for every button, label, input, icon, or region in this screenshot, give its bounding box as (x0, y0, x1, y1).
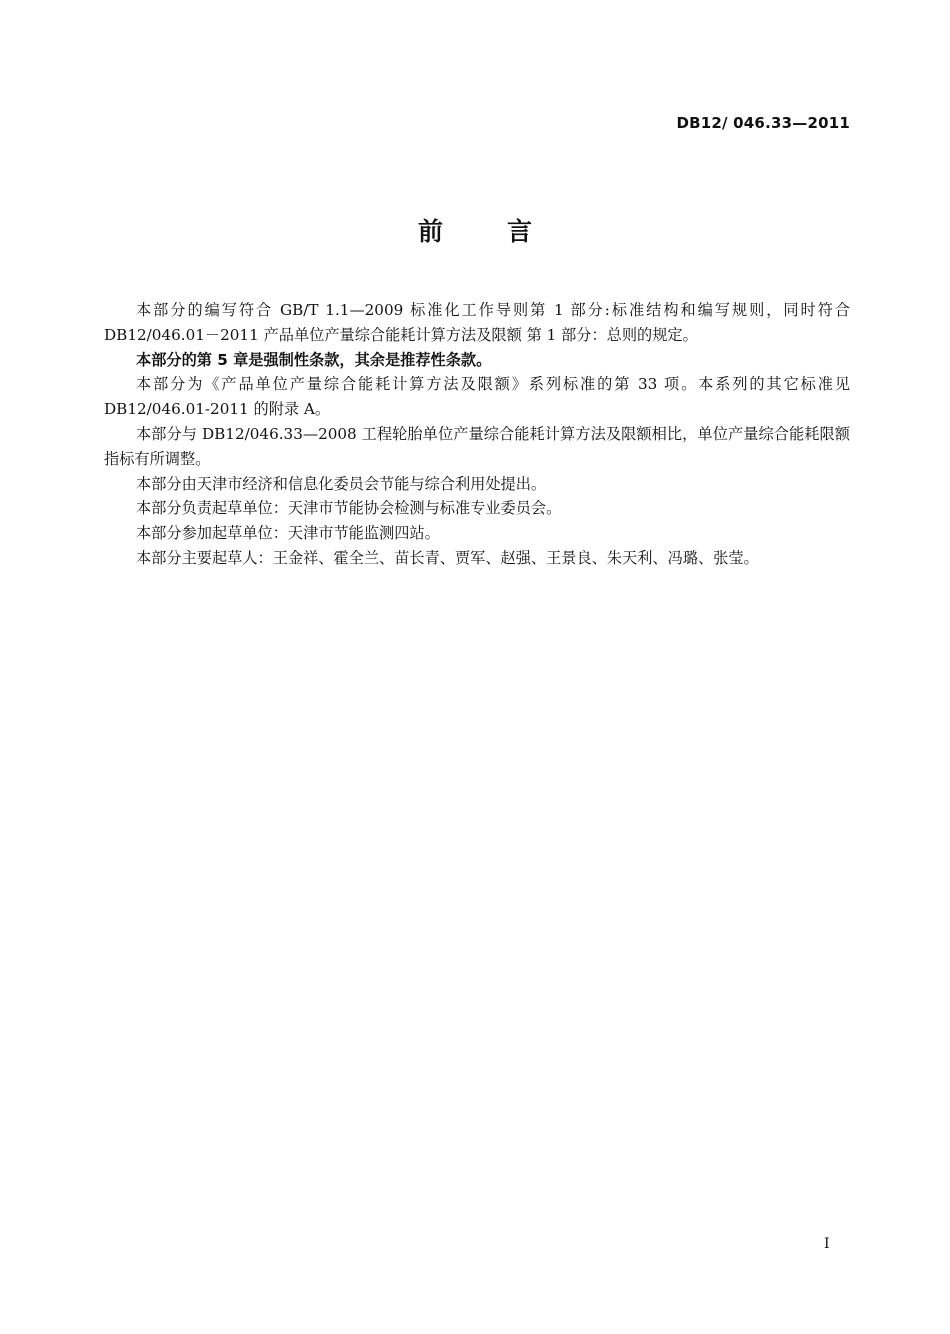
title-char-2: 言 (507, 217, 533, 246)
paragraph-compliance: 本部分的编写符合 GB/T 1.1—2009 标准化工作导则第 1 部分:标准结构和编写规则，同时符合DB12/046.01－2011 产品单位产量综合能耗计算方法及限额 第 1 部分：总则的规定。 (104, 301, 850, 344)
paragraph-participating-unit: 本部分参加起草单位：天津市节能监测四站。 (136, 524, 440, 543)
page-title (0, 212, 950, 248)
paragraph-changes: 本部分与 DB12/046.33—2008 工程轮胎单位产量综合能耗计算方法及限额相比，单位产量综合能耗限额指标有所调整。 (104, 424, 850, 468)
paragraph-drafting-unit: 本部分负责起草单位：天津市节能协会检测与标准专业委员会。 (136, 499, 562, 518)
foreword-body (104, 298, 850, 571)
paragraph-drafters: 本部分主要起草人：王金祥、霍全兰、苗长青、贾军、赵强、王景良、朱天利、冯璐、张莹。 (136, 548, 759, 567)
document-code: DB12/ 046.33—2011 (676, 114, 850, 132)
paragraph-series: 本部分为《产品单位产量综合能耗计算方法及限额》系列标准的第 33 项。本系列的其它标准见DB12/046.01-2011 的附录 A。 (104, 375, 850, 419)
paragraph-proposer: 本部分由天津市经济和信息化委员会节能与综合利用处提出。 (136, 474, 547, 493)
paragraph-mandatory-clause: 本部分的第 5 章是强制性条款，其余是推荐性条款。 (136, 350, 492, 369)
page-number: I (824, 1236, 830, 1252)
title-char-1: 前 (417, 217, 443, 246)
